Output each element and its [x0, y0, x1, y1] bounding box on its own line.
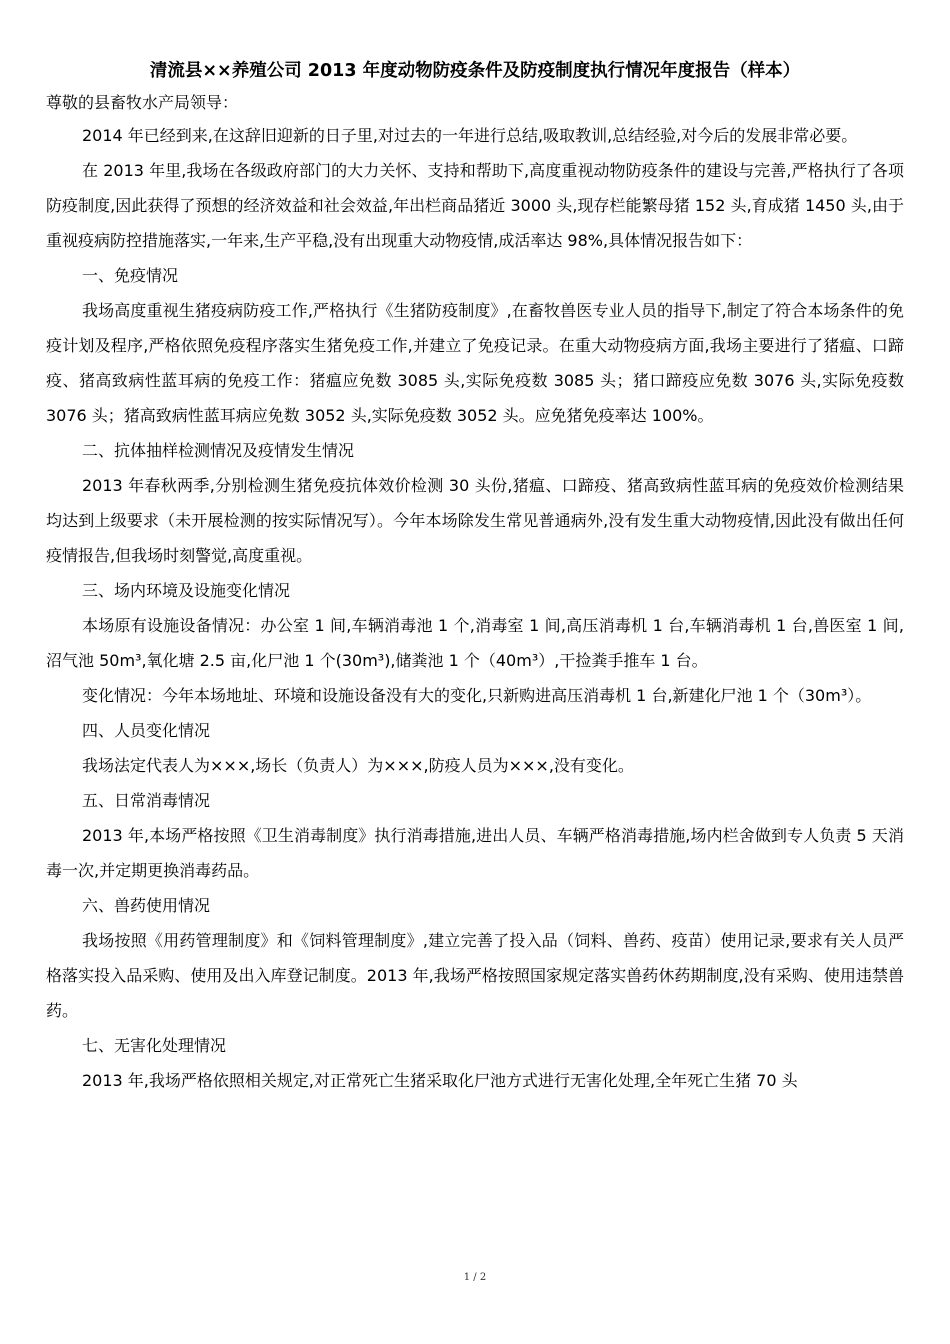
- intro-paragraph: 在 2013 年里,我场在各级政府部门的大力关怀、支持和帮助下,高度重视动物防疫条件的建设与完善,严格执行了各项防疫制度,因此获得了预想的经济效益和社会效益,年出栏商品猪近 3000 头,现存栏能繁母猪 152 头,育成猪 1450 头,由于重视疫病防控措施落实,一年来,生产平稳,没有出现重大动物疫情,成活率达 98%,具体情况报告如下：: [46, 161, 904, 250]
- section-paragraph: 2013 年,我场严格依照相关规定,对正常死亡生猪采取化尸池方式进行无害化处理,全年死亡生猪 70 头: [82, 1071, 798, 1090]
- section-harmless-disposal: [46, 1028, 904, 1098]
- section-heading: 一、免疫情况: [82, 266, 179, 285]
- section-personnel: [46, 713, 904, 783]
- section-antibody-testing: [46, 433, 904, 573]
- section-paragraph: 我场按照《用药管理制度》和《饲料管理制度》,建立完善了投入品（饲料、兽药、疫苗）使用记录,要求有关人员严格落实投入品采购、使用及出入库登记制度。2013 年,我场严格按照国家规定落实兽药休药期制度,没有采购、使用违禁兽药。: [46, 931, 904, 1020]
- section-veterinary-drugs: [46, 888, 904, 1028]
- section-disinfection: [46, 783, 904, 888]
- intro-paragraph: 2014 年已经到来,在这辞旧迎新的日子里,对过去的一年进行总结,吸取教训,总结经验,对今后的发展非常必要。: [82, 126, 858, 145]
- section-paragraph: 2013 年春秋两季,分别检测生猪免疫抗体效价检测 30 头份,猪瘟、口蹄疫、猪高致病性蓝耳病的免疫效价检测结果均达到上级要求（未开展检测的按实际情况写）。今年本场除发生常见普通病外,没有发生重大动物疫情,因此没有做出任何疫情报告,但我场时刻警觉,高度重视。: [46, 476, 904, 565]
- section-facilities: [46, 573, 904, 713]
- section-paragraph: 我场高度重视生猪疫病防疫工作,严格执行《生猪防疫制度》,在畜牧兽医专业人员的指导下,制定了符合本场条件的免疫计划及程序,严格依照免疫程序落实生猪免疫工作,并建立了免疫记录。在重大动物疫病方面,我场主要进行了猪瘟、口蹄疫、猪高致病性蓝耳病的免疫工作：猪瘟应免数 3085 头,实际免疫数 3085 头；猪口蹄疫应免数 3076 头,实际免疫数 3076 头；猪高致病性蓝耳病应免数 3052 头,实际免疫数 3052 头。应免猪免疫率达 100%。: [46, 301, 904, 425]
- document-title: 清流县××养殖公司 2013 年度动物防疫条件及防疫制度执行情况年度报告（样本）: [149, 61, 801, 81]
- section-paragraph: 变化情况：今年本场地址、环境和设施设备没有大的变化,只新购进高压消毒机 1 台,新建化尸池 1 个（30m³）。: [82, 686, 872, 705]
- section-heading: 七、无害化处理情况: [82, 1036, 227, 1055]
- salutation: 尊敬的县畜牧水产局领导：: [46, 93, 239, 112]
- section-paragraph: 本场原有设施设备情况：办公室 1 间,车辆消毒池 1 个,消毒室 1 间,高压消毒机 1 台,车辆消毒机 1 台,兽医室 1 间,沼气池 50m³,氧化塘 2.5 亩,化尸池 1 个(30m³),储粪池 1 个（40m³）,干捡粪手推车 1 台。: [46, 616, 904, 670]
- section-immunization: [46, 258, 904, 433]
- section-heading: 二、抗体抽样检测情况及疫情发生情况: [82, 441, 355, 460]
- document-page: [46, 56, 904, 1098]
- section-heading: 五、日常消毒情况: [82, 791, 211, 810]
- section-heading: 三、场内环境及设施变化情况: [82, 581, 291, 600]
- section-paragraph: 我场法定代表人为×××,场长（负责人）为×××,防疫人员为×××,没有变化。: [82, 756, 634, 775]
- section-paragraph: 2013 年,本场严格按照《卫生消毒制度》执行消毒措施,进出人员、车辆严格消毒措施,场内栏舍做到专人负责 5 天消毒一次,并定期更换消毒药品。: [46, 826, 904, 880]
- section-heading: 六、兽药使用情况: [82, 896, 211, 915]
- section-heading: 四、人员变化情况: [82, 721, 211, 740]
- page-number: 1 / 2: [463, 1272, 487, 1283]
